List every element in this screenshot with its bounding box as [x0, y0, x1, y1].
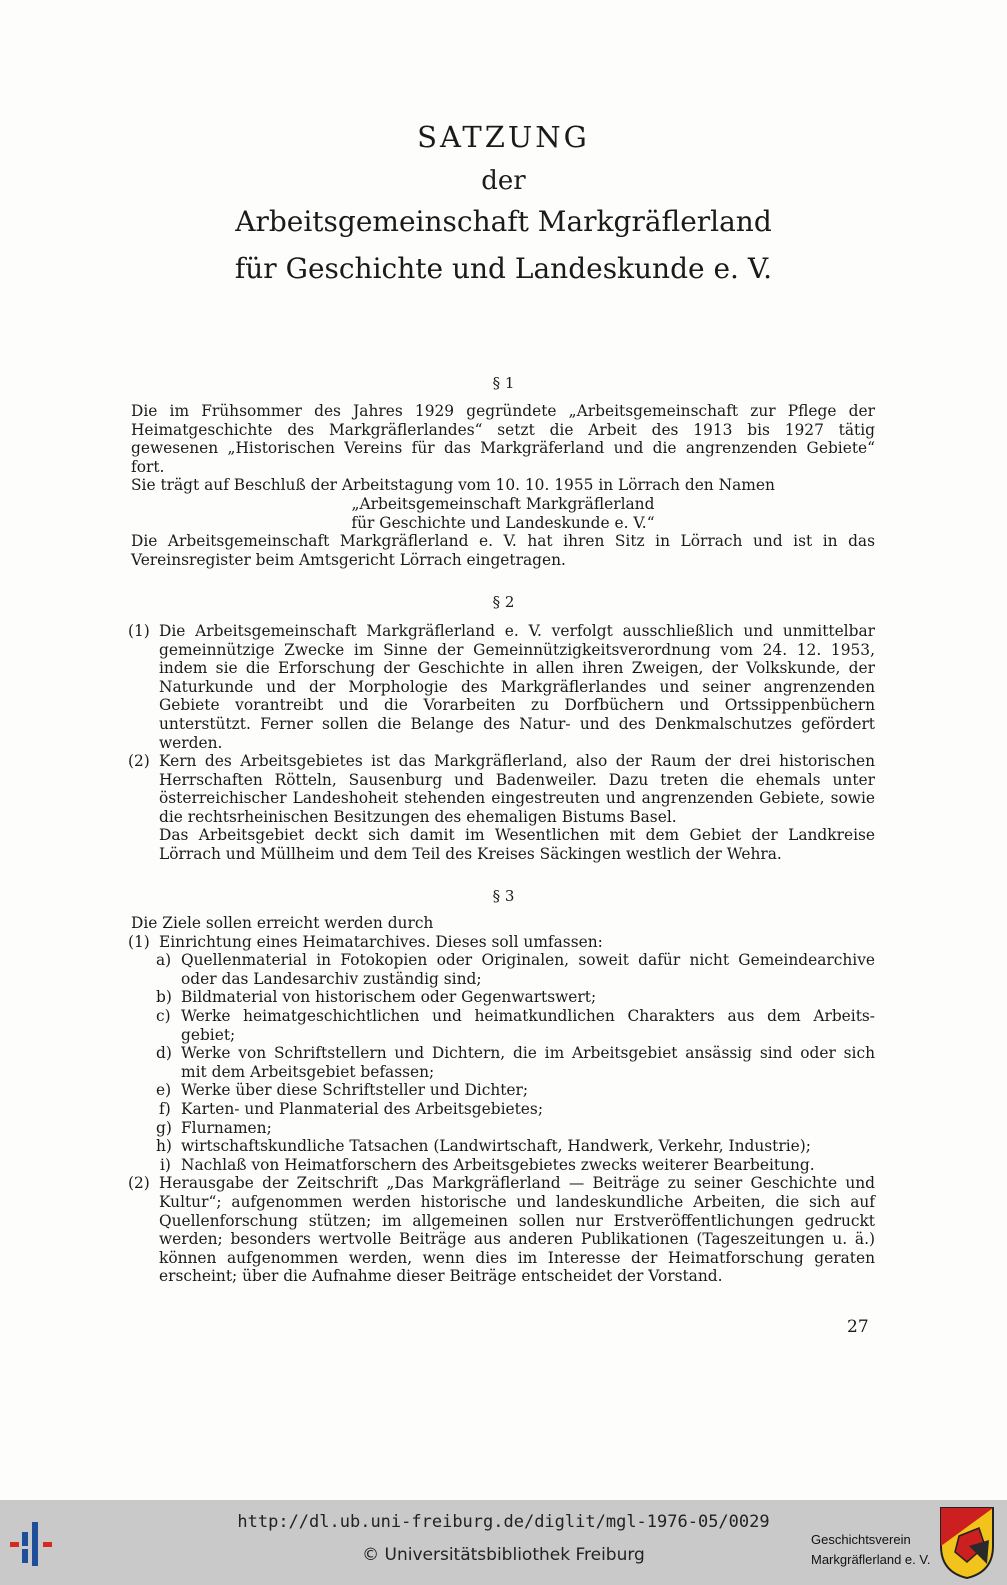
text-line: Naturkunde und der Morphologie des Markgräflerlandes und seiner angrenzenden: [159, 677, 875, 696]
source-url-link[interactable]: http://dl.ub.uni-freiburg.de/diglit/mgl-1976-05/0029: [237, 1512, 770, 1532]
title-line-1: SATZUNG: [417, 120, 590, 154]
text-line: gewesenen „Historischen Vereins für das Markgräferland und die angrenzenden Gebiete“: [131, 439, 875, 458]
text-line: Sie trägt auf Beschluß der Arbeitstagung vom 10. 10. 1955 in Lörrach den Namen: [131, 476, 775, 495]
org-name-line-1: Geschichtsverein: [811, 1532, 911, 1547]
text-line: wirtschaftskundliche Tatsachen (Landwirtschaft, Handwerk, Verkehr, Industrie);: [181, 1137, 811, 1156]
text-line: Vereinsregister beim Amtsgericht Lörrach eingetragen.: [131, 550, 566, 569]
text-line: Nachlaß von Heimatforschern des Arbeitsgebietes zwecks weiterer Bearbeitung.: [181, 1155, 815, 1174]
paragraph-number: (2): [128, 752, 150, 770]
text-line: Einrichtung eines Heimatarchives. Dieses soll umfassen:: [159, 932, 603, 951]
coat-of-arms-icon: [939, 1506, 995, 1580]
text-line: Die Ziele sollen erreicht werden durch: [131, 914, 434, 932]
paragraph-number: (1): [128, 622, 150, 640]
list-label: h): [156, 1137, 172, 1156]
text-line: gebiet;: [181, 1025, 236, 1044]
list-item: [131, 988, 875, 1007]
org-name-line-2: Markgräflerland e. V.: [811, 1552, 931, 1567]
text-line: österreichischer Landeshoheit stehenden eingestreuten und angrenzenden Gebiete, sowie: [159, 789, 875, 808]
text-line: Bildmaterial von historischem oder Gegenwartswert;: [181, 988, 597, 1007]
text-line: werden.: [159, 733, 223, 752]
paragraph-number: (1): [128, 932, 150, 951]
text-line: „Arbeitsgemeinschaft Markgräflerland: [351, 494, 655, 513]
text-line: Quellenforschung stützen; im allgemeinen sollen nur Erstveröffentlichungen gedruckt: [159, 1211, 875, 1230]
page-number: 27: [847, 1317, 869, 1337]
text-line: indem sie die Erforschung der Geschichte in allen ihren Zweigen, der Volkskunde, der: [159, 659, 875, 678]
text-line: mit dem Arbeitsgebiet befassen;: [181, 1062, 435, 1081]
list-item: [131, 1100, 875, 1119]
text-line: Das Arbeitsgebiet deckt sich damit im Wesentlichen mit dem Gebiet der Landkreise: [159, 826, 875, 845]
list-label: c): [156, 1006, 171, 1025]
text-line: Heimatgeschichte des Markgräflerlandes“ setzt die Arbeit des 1913 bis 1927 tätig: [131, 420, 875, 439]
section-2-paragraph-1: [128, 622, 875, 752]
text-line: fort.: [131, 457, 165, 476]
list-item: [131, 1007, 875, 1044]
text-line: Karten- und Planmaterial des Arbeitsgebietes;: [181, 1099, 544, 1118]
text-line: Herrschaften Rötteln, Sausenburg und Badenweiler. Dazu treten die ehemals unter: [159, 770, 875, 789]
list-item: [131, 1156, 875, 1175]
list-item: [131, 1137, 875, 1156]
section-2-paragraph-2: [128, 752, 875, 864]
text-line: Die Arbeitsgemeinschaft Markgräflerland e. V. verfolgt ausschließlich und unmittelbar: [159, 622, 875, 640]
section-3-paragraph-2: [128, 1174, 875, 1286]
text-line: gemeinnützige Zwecke im Sinne der Gemeinnützigkeitsverordnung vom 24. 12. 1953,: [159, 640, 875, 659]
footer-bar: [0, 1500, 1007, 1585]
text-line: Werke von Schriftstellern und Dichtern, die im Arbeitsgebiet ansässig sind oder sich: [181, 1044, 875, 1063]
list-label: e): [156, 1081, 172, 1100]
section-3-body: [128, 914, 875, 1286]
text-line: Die im Frühsommer des Jahres 1929 gegründete „Arbeitsgemeinschaft zur Pflege der: [131, 402, 875, 420]
text-line: Werke heimatgeschichtlichen und heimatkundlichen Charakters aus dem Arbeits-: [181, 1006, 875, 1025]
section-1-heading: § 1: [492, 374, 515, 392]
text-line: erscheint; über die Aufnahme dieser Beiträge entscheidet der Vorstand.: [159, 1267, 723, 1286]
section-3-heading: § 3: [492, 887, 515, 905]
text-line: oder das Landesarchiv zuständig sind;: [181, 969, 482, 988]
list-label: a): [156, 951, 172, 970]
text-line: Flurnamen;: [181, 1118, 272, 1137]
text-line: Kultur“; aufgenommen werden historische und landeskundliche Arbeiten, die sich auf: [159, 1192, 875, 1211]
text-line: Kern des Arbeitsgebietes ist das Markgräflerland, also der Raum der drei historischen: [159, 752, 875, 770]
text-line: werden; besonders wertvolle Beiträge aus anderen Publikationen (Tageszeitungen u. ä.): [159, 1230, 875, 1249]
list-label: b): [156, 988, 172, 1007]
list-item: [131, 1119, 875, 1138]
text-line: Quellenmaterial in Fotokopien oder Originalen, soweit dafür nicht Gemeindearchive: [181, 951, 875, 970]
list-label: d): [156, 1044, 172, 1063]
title-line-2: der: [481, 166, 526, 196]
list-label: i): [160, 1155, 171, 1174]
section-1-body: [131, 402, 875, 569]
list-item: [131, 951, 875, 988]
paragraph-number: (2): [128, 1174, 150, 1193]
text-line: unterstützt. Ferner sollen die Belange des Natur- und des Denkmalschutzes gefördert: [159, 714, 875, 733]
text-line: die rechtsrheinischen Besitzungen des ehemaligen Bistums Basel.: [159, 807, 677, 826]
text-line: Werke über diese Schriftsteller und Dichter;: [181, 1081, 529, 1100]
list-label: f): [159, 1099, 171, 1118]
text-line: Die Arbeitsgemeinschaft Markgräflerland e. V. hat ihren Sitz in Lörrach und ist in das: [131, 532, 875, 551]
section-2-heading: § 2: [492, 593, 515, 611]
text-line: Herausgabe der Zeitschrift „Das Markgräflerland — Beiträge zu seiner Geschichte und: [159, 1174, 875, 1193]
title-line-4: für Geschichte und Landeskunde e. V.: [234, 252, 773, 285]
text-line: Gebiete vorantreibt und die Vorarbeiten zu Dorfbüchern und Ortssippenbüchern: [159, 696, 875, 715]
copyright-text: © Universitätsbibliothek Freiburg: [362, 1545, 645, 1565]
title-line-3: Arbeitsgemeinschaft Markgräflerland: [235, 205, 772, 238]
text-line: für Geschichte und Landeskunde e. V.“: [351, 513, 655, 532]
text-line: Lörrach und Müllheim und dem Teil des Kreises Säckingen westlich der Wehra.: [159, 844, 782, 863]
list-label: g): [156, 1118, 172, 1137]
list-item: [131, 1044, 875, 1081]
text-line: können aufgenommen werden, wenn dies im Interesse der Heimatforschung geraten: [159, 1248, 875, 1267]
list-item: [131, 1081, 875, 1100]
